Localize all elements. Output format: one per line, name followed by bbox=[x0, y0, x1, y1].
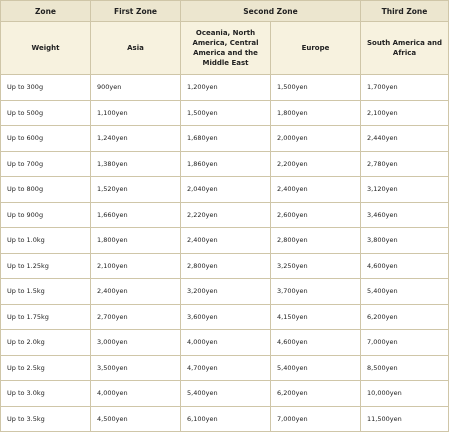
south-america-africa-rate-cell: 7,000yen bbox=[361, 330, 449, 356]
region-header-row bbox=[1, 22, 449, 75]
oceania-americas-rate-cell: 1,500yen bbox=[181, 100, 271, 126]
weight-header: Weight bbox=[1, 22, 91, 75]
asia-rate-cell: 1,800yen bbox=[91, 228, 181, 254]
weight-cell: Up to 1.5kg bbox=[1, 279, 91, 305]
europe-rate-cell: 5,400yen bbox=[271, 355, 361, 381]
oceania-americas-middle-east-header: Oceania, North America, Central America and the Middle East bbox=[181, 22, 271, 75]
weight-cell: Up to 1.75kg bbox=[1, 304, 91, 330]
south-america-africa-rate-cell: 3,800yen bbox=[361, 228, 449, 254]
south-america-africa-rate-cell: 6,200yen bbox=[361, 304, 449, 330]
oceania-americas-rate-cell: 3,600yen bbox=[181, 304, 271, 330]
oceania-americas-rate-cell: 1,860yen bbox=[181, 151, 271, 177]
europe-header: Europe bbox=[271, 22, 361, 75]
south-america-africa-rate-cell: 5,400yen bbox=[361, 279, 449, 305]
oceania-americas-rate-cell: 4,700yen bbox=[181, 355, 271, 381]
asia-header: Asia bbox=[91, 22, 181, 75]
europe-rate-cell: 3,250yen bbox=[271, 253, 361, 279]
asia-rate-cell: 1,520yen bbox=[91, 177, 181, 203]
oceania-americas-rate-cell: 2,040yen bbox=[181, 177, 271, 203]
europe-rate-cell: 2,800yen bbox=[271, 228, 361, 254]
table-row bbox=[1, 202, 449, 228]
europe-rate-cell: 2,200yen bbox=[271, 151, 361, 177]
table-row bbox=[1, 75, 449, 101]
asia-rate-cell: 4,500yen bbox=[91, 406, 181, 432]
table-row bbox=[1, 100, 449, 126]
europe-rate-cell: 1,800yen bbox=[271, 100, 361, 126]
oceania-americas-rate-cell: 4,000yen bbox=[181, 330, 271, 356]
weight-cell: Up to 1.0kg bbox=[1, 228, 91, 254]
oceania-americas-rate-cell: 2,220yen bbox=[181, 202, 271, 228]
table-row bbox=[1, 228, 449, 254]
asia-rate-cell: 1,100yen bbox=[91, 100, 181, 126]
asia-rate-cell: 3,500yen bbox=[91, 355, 181, 381]
europe-rate-cell: 2,000yen bbox=[271, 126, 361, 152]
europe-rate-cell: 2,400yen bbox=[271, 177, 361, 203]
table-row bbox=[1, 406, 449, 432]
oceania-americas-rate-cell: 6,100yen bbox=[181, 406, 271, 432]
asia-rate-cell: 4,000yen bbox=[91, 381, 181, 407]
table-row bbox=[1, 151, 449, 177]
asia-rate-cell: 3,000yen bbox=[91, 330, 181, 356]
south-america-africa-rate-cell: 3,120yen bbox=[361, 177, 449, 203]
asia-rate-cell: 2,700yen bbox=[91, 304, 181, 330]
europe-rate-cell: 3,700yen bbox=[271, 279, 361, 305]
south-america-africa-rate-cell: 4,600yen bbox=[361, 253, 449, 279]
table-row bbox=[1, 304, 449, 330]
south-america-africa-rate-cell: 8,500yen bbox=[361, 355, 449, 381]
zone-label-header: Zone bbox=[1, 1, 91, 22]
oceania-americas-rate-cell: 2,400yen bbox=[181, 228, 271, 254]
south-america-africa-rate-cell: 2,100yen bbox=[361, 100, 449, 126]
first-zone-header: First Zone bbox=[91, 1, 181, 22]
oceania-americas-rate-cell: 1,200yen bbox=[181, 75, 271, 101]
oceania-americas-rate-cell: 1,680yen bbox=[181, 126, 271, 152]
asia-rate-cell: 1,240yen bbox=[91, 126, 181, 152]
europe-rate-cell: 2,600yen bbox=[271, 202, 361, 228]
table-row bbox=[1, 279, 449, 305]
weight-cell: Up to 2.0kg bbox=[1, 330, 91, 356]
weight-cell: Up to 1.25kg bbox=[1, 253, 91, 279]
zone-header-row bbox=[1, 1, 449, 22]
table-row bbox=[1, 253, 449, 279]
europe-rate-cell: 4,150yen bbox=[271, 304, 361, 330]
south-america-africa-rate-cell: 2,440yen bbox=[361, 126, 449, 152]
third-zone-header: Third Zone bbox=[361, 1, 449, 22]
oceania-americas-rate-cell: 2,800yen bbox=[181, 253, 271, 279]
weight-cell: Up to 500g bbox=[1, 100, 91, 126]
table-row bbox=[1, 177, 449, 203]
weight-cell: Up to 600g bbox=[1, 126, 91, 152]
oceania-americas-rate-cell: 3,200yen bbox=[181, 279, 271, 305]
table-row bbox=[1, 126, 449, 152]
weight-cell: Up to 900g bbox=[1, 202, 91, 228]
south-america-africa-rate-cell: 3,460yen bbox=[361, 202, 449, 228]
table-row bbox=[1, 381, 449, 407]
south-america-africa-rate-cell: 10,000yen bbox=[361, 381, 449, 407]
asia-rate-cell: 900yen bbox=[91, 75, 181, 101]
south-america-africa-rate-cell: 1,700yen bbox=[361, 75, 449, 101]
asia-rate-cell: 2,100yen bbox=[91, 253, 181, 279]
weight-cell: Up to 2.5kg bbox=[1, 355, 91, 381]
weight-cell: Up to 800g bbox=[1, 177, 91, 203]
weight-cell: Up to 3.0kg bbox=[1, 381, 91, 407]
rate-rows bbox=[1, 75, 449, 432]
asia-rate-cell: 1,380yen bbox=[91, 151, 181, 177]
table-row bbox=[1, 330, 449, 356]
second-zone-header: Second Zone bbox=[181, 1, 361, 22]
south-america-africa-rate-cell: 11,500yen bbox=[361, 406, 449, 432]
asia-rate-cell: 1,660yen bbox=[91, 202, 181, 228]
weight-cell: Up to 3.5kg bbox=[1, 406, 91, 432]
asia-rate-cell: 2,400yen bbox=[91, 279, 181, 305]
europe-rate-cell: 1,500yen bbox=[271, 75, 361, 101]
europe-rate-cell: 6,200yen bbox=[271, 381, 361, 407]
weight-cell: Up to 300g bbox=[1, 75, 91, 101]
oceania-americas-rate-cell: 5,400yen bbox=[181, 381, 271, 407]
south-america-africa-header: South America and Africa bbox=[361, 22, 449, 75]
europe-rate-cell: 7,000yen bbox=[271, 406, 361, 432]
table-row bbox=[1, 355, 449, 381]
weight-cell: Up to 700g bbox=[1, 151, 91, 177]
europe-rate-cell: 4,600yen bbox=[271, 330, 361, 356]
south-america-africa-rate-cell: 2,780yen bbox=[361, 151, 449, 177]
